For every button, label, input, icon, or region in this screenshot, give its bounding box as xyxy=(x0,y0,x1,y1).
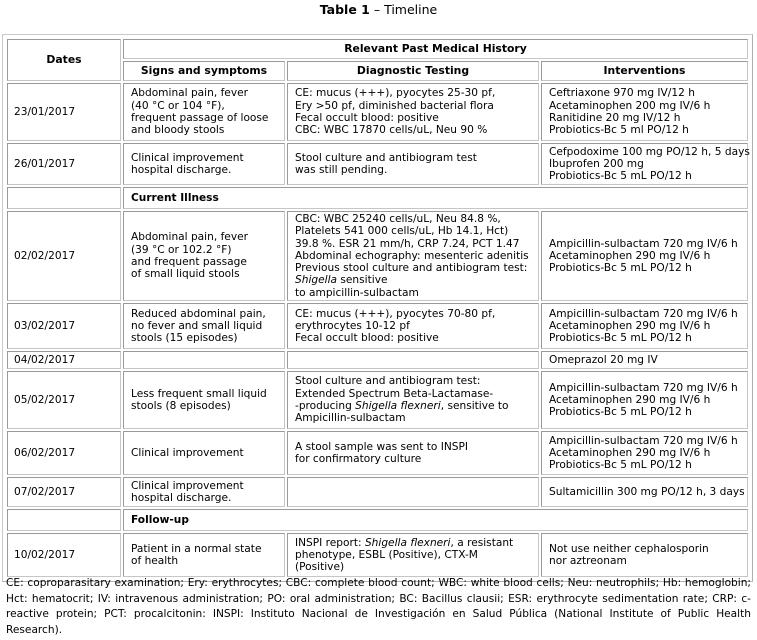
cell-line: Ampicillin-sulbactam 720 mg IV/6 h xyxy=(549,307,738,320)
cell-line: Probiotics-Bc 5 mL PO/12 h xyxy=(549,406,692,419)
organism-name: Shigella flexneri xyxy=(364,536,451,549)
signs-cell xyxy=(123,477,285,507)
date-cell: 02/02/2017 xyxy=(7,211,121,301)
diagnostic-cell xyxy=(287,351,539,369)
section-row xyxy=(7,509,748,531)
table-title xyxy=(0,2,757,18)
cell-line: Abdominal echography: mesenteric adenitis xyxy=(295,249,529,262)
cell-line: Extended Spectrum Beta-Lactamase- xyxy=(295,387,494,400)
cell-line: hospital discharge. xyxy=(131,492,232,505)
cell-line: Fecal occult blood: positive xyxy=(295,112,439,124)
date-cell: 10/02/2017 xyxy=(7,533,121,577)
header-diagnostic: Diagnostic Testing xyxy=(287,61,539,81)
header-row xyxy=(7,39,748,59)
date-cell: 26/01/2017 xyxy=(7,143,121,185)
cell-line: Ampicillin-sulbactam xyxy=(295,412,406,425)
signs-cell xyxy=(123,143,285,185)
signs-cell xyxy=(123,211,285,301)
interventions-cell xyxy=(541,83,748,141)
interventions-cell xyxy=(541,351,748,369)
cell-line: erythrocytes 10-12 pf xyxy=(295,319,410,332)
footnote: CE: coproparasitary examination; Ery: erythrocytes; CBC: complete blood count; WBC: white blood cells; Neu: neutrophils; Hb: hemoglobin; Hct: hematocrit; IV: intravenous administration; PO: oral administration; BC: Bacillus clausii; ESR: erythrocyte sedimentation rate; CRP: c-reactive protein; PCT: procalcitonin: INSPI: Instituto Nacional de Investigación en Salud Pública (National Institute of Public Health Research). xyxy=(6,577,751,636)
table-row xyxy=(7,83,748,141)
cell-line: Probiotics-Bc 5 ml PO/12 h xyxy=(549,124,689,137)
organism-name: Shigella flexneri xyxy=(355,400,441,413)
cell-line: Platelets 541 000 cells/uL, Hb 14.1, Hct) xyxy=(295,225,509,238)
section-title: Follow-up xyxy=(123,509,748,531)
cell-line: Ampicillin-sulbactam 720 mg IV/6 h xyxy=(549,237,738,250)
cell-line: Ranitidine 20 mg IV/12 h xyxy=(549,112,681,124)
cell-line: for confirmatory culture xyxy=(295,453,422,466)
section-empty-cell xyxy=(7,509,121,531)
header-dates: Dates xyxy=(7,39,121,81)
cell-line: Ibuprofen 200 mg xyxy=(549,157,644,170)
organism-name: Shigella xyxy=(295,274,338,287)
date-cell: 23/01/2017 xyxy=(7,83,121,141)
cell-line: Probiotics-Bc 5 mL PO/12 h xyxy=(549,170,692,183)
signs-cell xyxy=(123,83,285,141)
cell-line: Ampicillin-sulbactam 720 mg IV/6 h xyxy=(549,434,738,447)
cell-line: Sultamicillin 300 mg PO/12 h, 3 days xyxy=(549,485,745,498)
text-segment: sensitive xyxy=(337,274,388,287)
cell-line: Ceftriaxone 970 mg IV/12 h xyxy=(549,87,695,100)
interventions-cell xyxy=(541,371,748,429)
cell-line: Abdominal pain, fever xyxy=(131,231,248,244)
cell-line: was still pending. xyxy=(295,164,388,176)
cell-line: Clinical improvement xyxy=(131,151,244,164)
diagnostic-cell xyxy=(287,371,539,429)
cell-line: Clinical improvement xyxy=(131,479,244,492)
table-row xyxy=(7,351,748,369)
diagnostic-cell xyxy=(287,303,539,349)
cell-line: Abdominal pain, fever xyxy=(131,87,248,100)
cell-line: Fecal occult blood: positive xyxy=(295,332,439,345)
cell-line: Clinical improvement xyxy=(131,446,244,459)
cell-line: (40 °C or 104 °F), xyxy=(131,99,225,112)
diagnostic-cell xyxy=(287,533,539,577)
cell-line: CBC: WBC 17870 cells/uL, Neu 90 % xyxy=(295,124,488,137)
cell-line: and bloody stools xyxy=(131,124,225,137)
cell-line: hospital discharge. xyxy=(131,164,232,176)
cell-line: Acetaminophen 290 mg IV/6 h xyxy=(549,319,711,332)
header-group: Relevant Past Medical History xyxy=(123,39,748,59)
timeline-table xyxy=(5,37,750,579)
cell-line xyxy=(295,537,531,549)
table-row xyxy=(7,211,748,301)
section-row xyxy=(7,187,748,209)
header-interventions: Interventions xyxy=(541,61,748,81)
cell-line: Previous stool culture and antibiogram test: xyxy=(295,262,528,275)
text-segment: INSPI report: xyxy=(295,536,365,549)
cell-line: Acetaminophen 290 mg IV/6 h xyxy=(549,393,711,406)
signs-cell xyxy=(123,371,285,429)
cell-line: Not use neither cephalosporin xyxy=(549,542,709,555)
table-row xyxy=(7,533,748,577)
cell-line: frequent passage of loose xyxy=(131,112,269,124)
timeline-table-frame xyxy=(2,34,753,582)
cell-line: phenotype, ESBL (Positive), CTX-M xyxy=(295,548,478,561)
cell-line: Probiotics-Bc 5 mL PO/12 h xyxy=(549,262,692,275)
text-segment: , a resistant xyxy=(450,536,514,549)
table-body xyxy=(7,83,748,577)
cell-line: Acetaminophen 290 mg IV/6 h xyxy=(549,446,711,459)
diagnostic-cell xyxy=(287,143,539,185)
interventions-cell xyxy=(541,143,748,185)
cell-line: CE: mucus (+++), pyocytes 25-30 pf, xyxy=(295,87,496,100)
cell-line: CBC: WBC 25240 cells/uL, Neu 84.8 %, xyxy=(295,213,501,225)
table-row xyxy=(7,303,748,349)
signs-cell xyxy=(123,351,285,369)
table-row xyxy=(7,431,748,475)
table-row xyxy=(7,477,748,507)
date-cell: 04/02/2017 xyxy=(7,351,121,369)
interventions-cell xyxy=(541,477,748,507)
diagnostic-cell xyxy=(287,477,539,507)
cell-line xyxy=(295,274,531,286)
cell-line: CE: mucus (+++), pyocytes 70-80 pf, xyxy=(295,307,496,320)
signs-cell xyxy=(123,431,285,475)
cell-line: and frequent passage xyxy=(131,256,247,269)
cell-line: A stool sample was sent to INSPI xyxy=(295,440,469,453)
diagnostic-cell xyxy=(287,431,539,475)
text-segment: , sensitive to xyxy=(440,400,509,413)
section-title: Current Illness xyxy=(123,187,748,209)
diagnostic-cell xyxy=(287,83,539,141)
date-cell: 07/02/2017 xyxy=(7,477,121,507)
cell-line: of small liquid stools xyxy=(131,268,240,281)
cell-line: Probiotics-Bc 5 mL PO/12 h xyxy=(549,332,692,345)
cell-line: Reduced abdominal pain, xyxy=(131,307,266,320)
cell-line: Patient in a normal state xyxy=(131,542,262,555)
cell-line: of health xyxy=(131,555,179,568)
cell-line: 39.8 %. ESR 21 mm/h, CRP 7.24, PCT 1.47 xyxy=(295,237,520,250)
cell-line: Ery >50 pf, diminished bacterial flora xyxy=(295,99,494,112)
interventions-cell xyxy=(541,211,748,301)
diagnostic-cell xyxy=(287,211,539,301)
signs-cell xyxy=(123,533,285,577)
cell-line xyxy=(295,400,531,412)
cell-line: no fever and small liquid xyxy=(131,319,263,332)
cell-line: (39 °C or 102.2 °F) xyxy=(131,243,232,256)
date-cell: 06/02/2017 xyxy=(7,431,121,475)
cell-line: Acetaminophen 200 mg IV/6 h xyxy=(549,99,711,112)
cell-line: stools (15 episodes) xyxy=(131,332,238,345)
interventions-cell xyxy=(541,303,748,349)
interventions-cell xyxy=(541,533,748,577)
section-empty-cell xyxy=(7,187,121,209)
table-label: Table 1 xyxy=(319,2,370,17)
signs-cell xyxy=(123,303,285,349)
table-row xyxy=(7,371,748,429)
cell-line: stools (8 episodes) xyxy=(131,400,231,413)
interventions-cell xyxy=(541,431,748,475)
table-row xyxy=(7,143,748,185)
text-segment: -producing xyxy=(295,400,356,413)
cell-line: Omeprazol 20 mg IV xyxy=(549,353,658,366)
date-cell: 03/02/2017 xyxy=(7,303,121,349)
date-cell: 05/02/2017 xyxy=(7,371,121,429)
cell-line: Less frequent small liquid xyxy=(131,387,267,400)
cell-line: Ampicillin-sulbactam 720 mg IV/6 h xyxy=(549,381,738,394)
table-caption: – Timeline xyxy=(369,2,438,17)
cell-line: Stool culture and antibiogram test: xyxy=(295,375,481,388)
cell-line: to ampicillin-sulbactam xyxy=(295,286,419,299)
cell-line: nor aztreonam xyxy=(549,555,627,568)
cell-line: Probiotics-Bc 5 mL PO/12 h xyxy=(549,459,692,472)
cell-line: (Positive) xyxy=(295,561,345,574)
header-signs: Signs and symptoms xyxy=(123,61,285,81)
cell-line: Stool culture and antibiogram test xyxy=(295,151,477,164)
cell-line: Acetaminophen 290 mg IV/6 h xyxy=(549,249,711,262)
cell-line: Cefpodoxime 100 mg PO/12 h, 5 days xyxy=(549,145,750,158)
